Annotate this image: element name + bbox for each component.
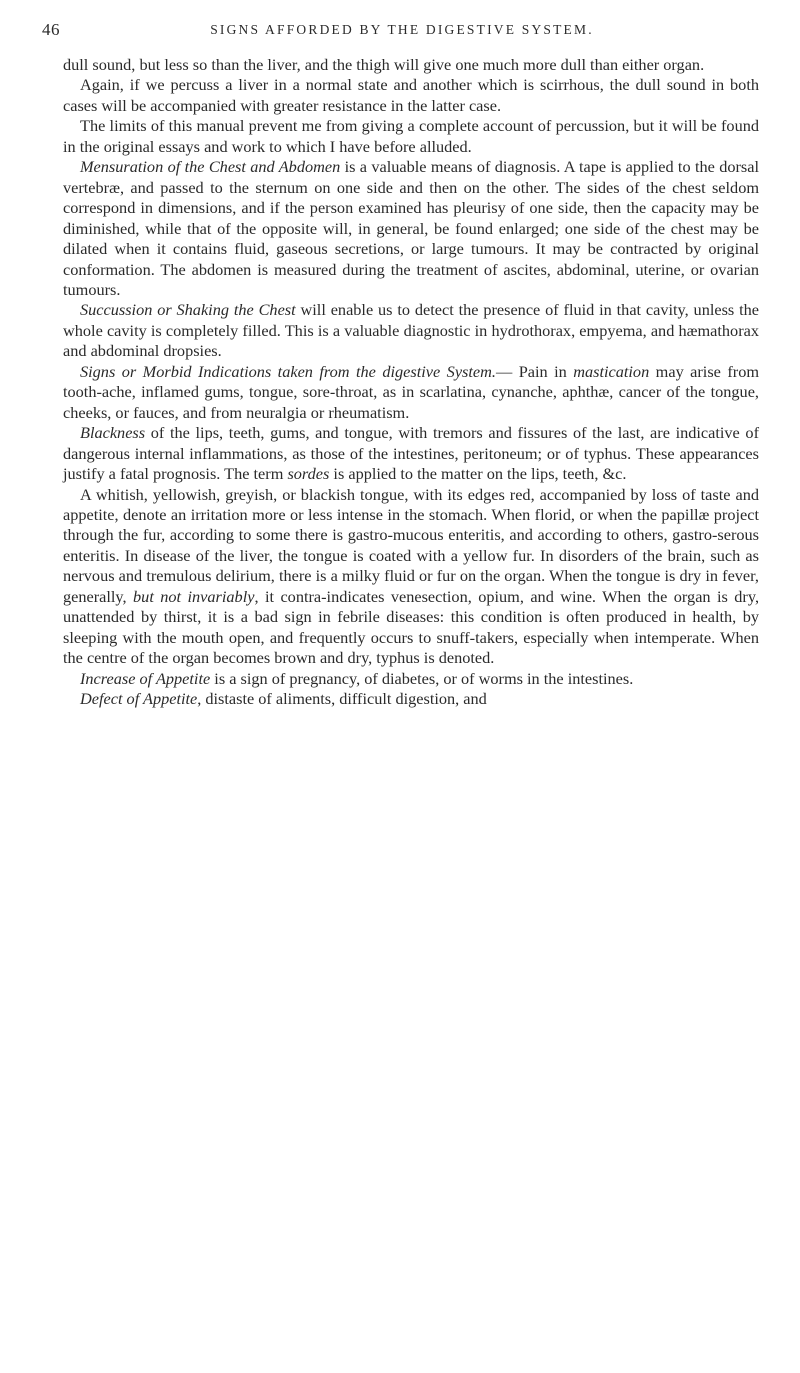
paragraph (63, 116, 759, 157)
text-run: is applied to the matter on the lips, teeth, &c. (329, 464, 627, 484)
text-run: The limits of this manual prevent me from giving a complete account of percussion, but it will be found in the original essays and work to which I have before alluded. (63, 116, 759, 156)
running-title: SIGNS AFFORDED BY THE DIGESTIVE SYSTEM. (210, 22, 594, 37)
italic-phrase: but not invariably (133, 586, 255, 606)
paragraph (63, 300, 759, 361)
paragraph (63, 55, 759, 75)
text-run: may arise from tooth-ache, inflamed gums, tongue, sore-throat, as in scarlatina, cynanche, aphthæ, cancer of the tongue, cheeks, or fauces, and from neuralgia or rheumatism. (63, 361, 760, 422)
italic-phrase: Mensuration of the Chest and Abdomen (80, 157, 341, 177)
text-run: dull sound, but less so than the liver, and the thigh will give one much more dull than either organ. (63, 55, 705, 74)
italic-phrase: Succussion or Shaking the Chest (80, 300, 296, 320)
italic-phrase: Increase of Appetite (80, 668, 211, 688)
paragraph (63, 485, 759, 669)
body-text (63, 55, 759, 710)
italic-phrase: Blackness (80, 423, 146, 443)
paragraph (63, 157, 759, 300)
italic-phrase: mastication (573, 361, 650, 381)
italic-phrase: Defect of Appetite (80, 689, 198, 709)
text-run: will enable us to detect the presence of fluid in that cavity, unless the whole cavity is completely filled. This is a valuable diagnostic in hydrothorax, empyema, and hæmathorax and abdominal dropsies. (63, 300, 760, 361)
text-run: , distaste of aliments, difficult digestion, and (197, 689, 487, 709)
text-run: A whitish, yellowish, greyish, or blackish tongue, with its edges red, accompanied by loss of taste and appetite, denote an irritation more or less intense in the stomach. When florid, or when the papillæ project through the fur, according to some there is gastro-mucous enteritis, and according to others, gastro-serous enteritis. In disease of the liver, the tongue is coated with a yellow fur. In disorders of the brain, such as nervous and tremulous delirium, there is a milky fluid or fur on the organ. When the tongue is dry in fever, generally, (63, 484, 759, 606)
paragraph (63, 423, 759, 484)
paragraph (63, 689, 759, 709)
text-run: , it contra-indicates venesection, opium, and wine. When the organ is dry, unattended by thirst, it is a bad sign in febrile diseases: this condition is often produced in health, by sleeping with the mouth open, and frequently occurs to snuff-takers, especially when intemperate. When the centre of the organ becomes brown and dry, typhus is denoted. (63, 586, 760, 668)
page-number: 46 (42, 20, 60, 39)
page-header (42, 20, 762, 46)
paragraph (63, 362, 759, 423)
text-run: — Pain in (495, 361, 574, 381)
paragraph (63, 669, 759, 689)
italic-phrase: sordes (287, 464, 330, 484)
text-run: Again, if we percuss a liver in a normal state and another which is scirrhous, the dull sound in both cases will be accompanied with greater resistance in the latter case. (63, 75, 759, 115)
italic-phrase: Signs or Morbid Indications taken from the digestive System. (80, 361, 496, 381)
text-run: is a valuable means of diagnosis. A tape is applied to the dorsal vertebræ, and passed to the sternum on one side and then on the other. The sides of the chest seldom correspond in dimensions, and if the person examined has pleurisy of one side, then the capacity may be diminished, while that of the opposite will, in general, be found enlarged; one side of the chest may be dilated when it contains fluid, gaseous secretions, or large tumours. It may be contracted by original conformation. The abdomen is measured during the treatment of ascites, abdominal, uterine, or ovarian tumours. (63, 157, 759, 299)
text-run: of the lips, teeth, gums, and tongue, with tremors and fissures of the last, are indicative of dangerous internal inflammations, as those of the intestines, peritoneum; or of typhus. These appearances justify a fatal prognosis. The term (63, 423, 759, 484)
paragraph (63, 75, 759, 116)
text-run: is a sign of pregnancy, of diabetes, or of worms in the intestines. (210, 668, 634, 688)
